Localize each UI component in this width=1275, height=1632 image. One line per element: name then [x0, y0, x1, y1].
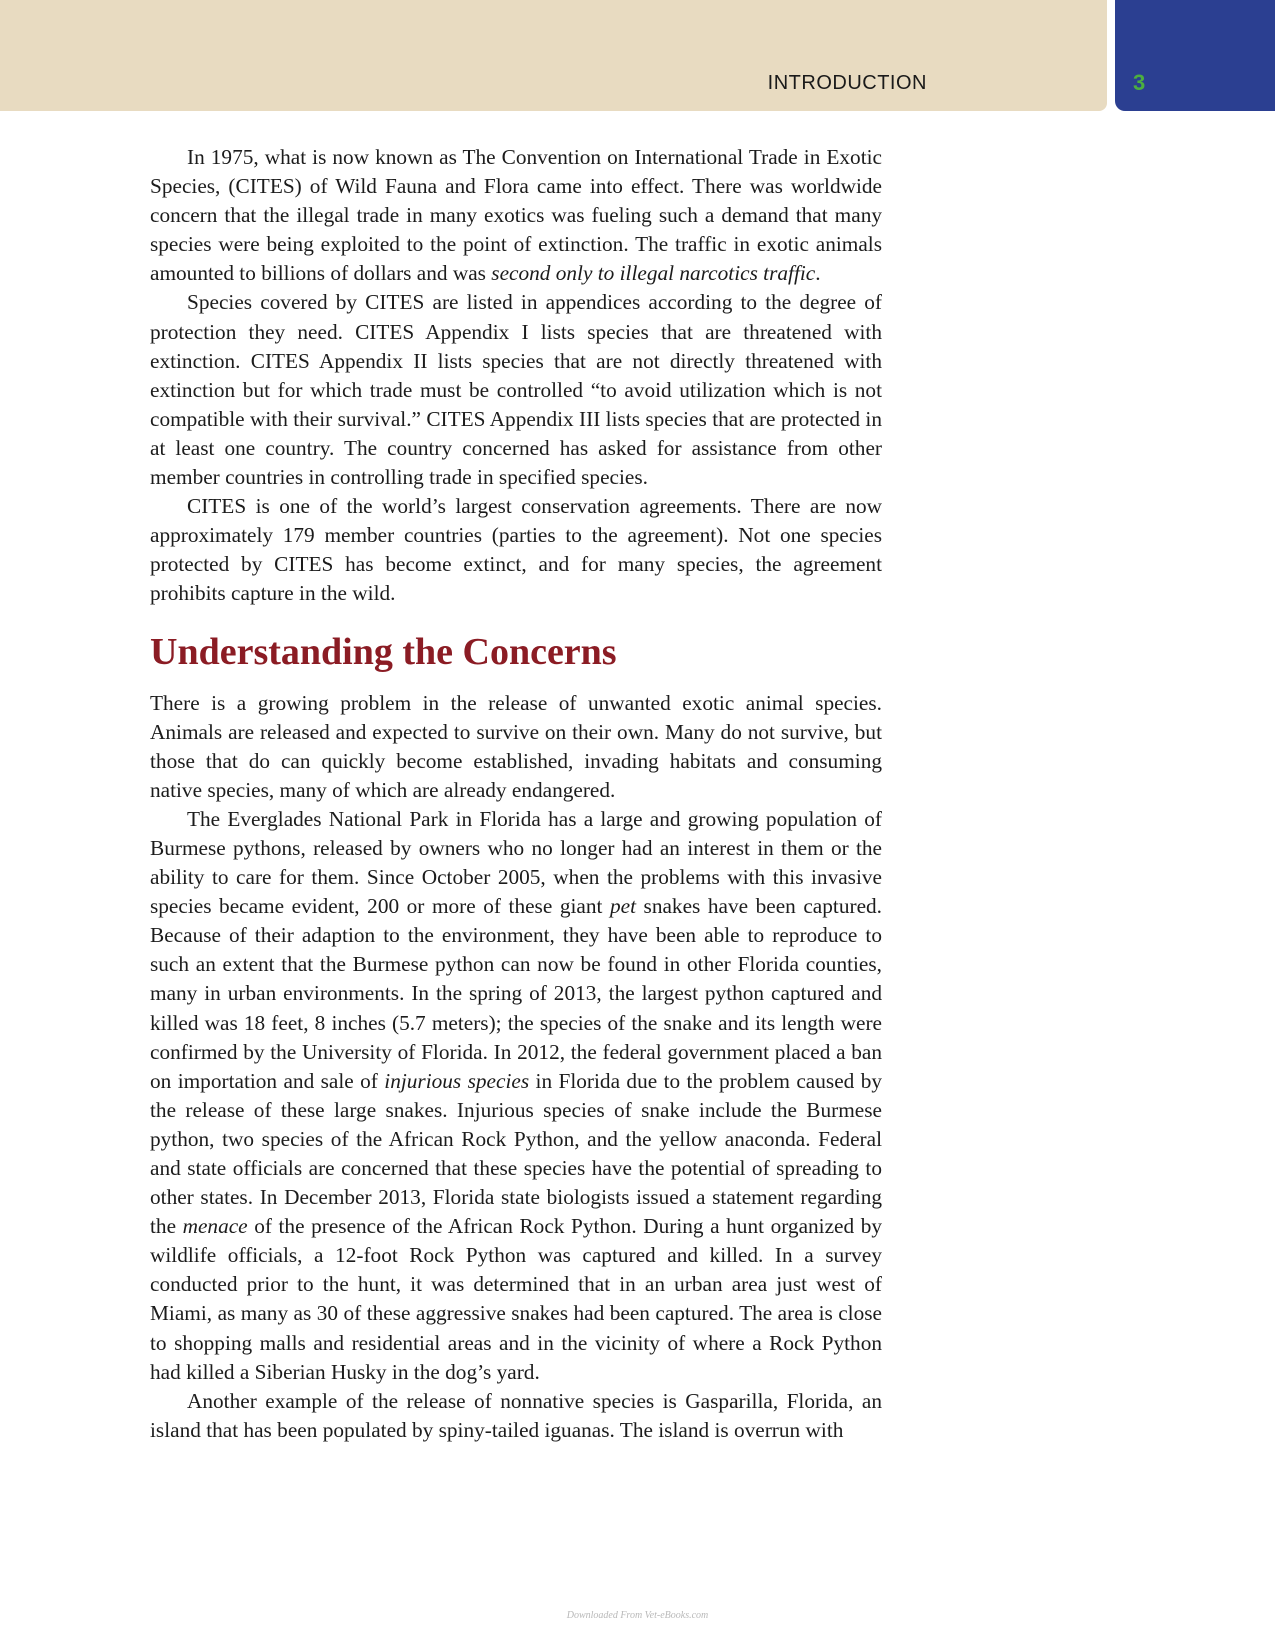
paragraph-cites-members: CITES is one of the world’s largest conservation agreements. There are now approximately 179 member countries (parties to the agreement). Not one species protected by CITES has become extinct, and for many species, the agreement prohibits capture in the wild. [150, 494, 882, 606]
paragraph-cites-history: In 1975, what is now known as The Convention on International Trade in Exotic Species, (CITES) of Wild Fauna and Flora came into effect. There was worldwide concern that the illegal trade in many exotics was fueling such a demand that many species were being exploited to the point of extinction. The traffic in exotic animals amounted to billions of dollars and was second only to illegal narcotics traffic. [150, 145, 882, 286]
footer-watermark: Downloaded From Vet-eBooks.com [566, 1610, 709, 1621]
header-band [0, 0, 1107, 111]
page-number: 3 [1133, 70, 1146, 95]
main-text [150, 143, 882, 1445]
section-heading: Understanding the Concerns [150, 630, 617, 673]
emphasis-menace: menace [182, 1214, 248, 1239]
paragraph-everglades-pythons: The Everglades National Park in Florida has a large and growing population of Burmese pythons, released by owners who no longer had an interest in them or the ability to care for them. Since October 2005, when the problems with this invasive species became evident, 200 or more of these giant pet snakes have been captured. Because of their adaption to the environment, they have been able to reproduce to such an extent that the Burmese python can now be found in other Florida counties, many in urban environments. In the spring of 2013, the largest python captured and killed was 18 feet, 8 inches (5.7 meters); the species of the snake and its length were confirmed by the University of Florida. In 2012, the federal government placed a ban on importation and sale of injurious species in Florida due to the problem caused by the release of these large snakes. Injurious species of snake include the Burmese python, two species of the African Rock Python, and the yellow anaconda. Federal and state officials are concerned that these species have the potential of spreading to other states. In December 2013, Florida state biologists issued a statement regarding the menace of the presence of the African Rock Python. During a hunt organized by wildlife officials, a 12-foot Rock Python was captured and killed. In a survey conducted prior to the hunt, it was determined that in an urban area just west of Miami, as many as 30 of these aggressive snakes had been captured. The area is close to shopping malls and residential areas and in the vicinity of where a Rock Python had killed a Siberian Husky in the dog’s yard. [150, 806, 883, 1384]
emphasis-narcotics: second only to illegal narcotics traffic [491, 261, 816, 286]
paragraph-release-problem: There is a growing problem in the release of unwanted exotic animal species. Animals are released and expected to survive on their own. Many do not survive, but those that do can quickly become established, invading habitats and consuming native species, many of which are already endangered. [150, 690, 882, 802]
emphasis-injurious-species: injurious species [384, 1068, 530, 1093]
running-header-title: INTRODUCTION [767, 72, 927, 94]
paragraph-gasparilla-iguanas: Another example of the release of nonnative species is Gasparilla, Florida, an island that has been populated by spiny-tailed iguanas. The island is overrun with [150, 1388, 882, 1442]
emphasis-pet: pet [609, 894, 636, 919]
paragraph-cites-appendices: Species covered by CITES are listed in appendices according to the degree of protection they need. CITES Appendix I lists species that are threatened with extinction. CITES Appendix II lists species that are not directly threatened with extinction but for which trade must be controlled “to avoid utilization which is not compatible with their survival.” CITES Appendix III lists species that are protected in at least one country. The country concerned has asked for assistance from other member countries in controlling trade in specified species. [150, 290, 882, 490]
page-number-tab [1115, 0, 1275, 111]
